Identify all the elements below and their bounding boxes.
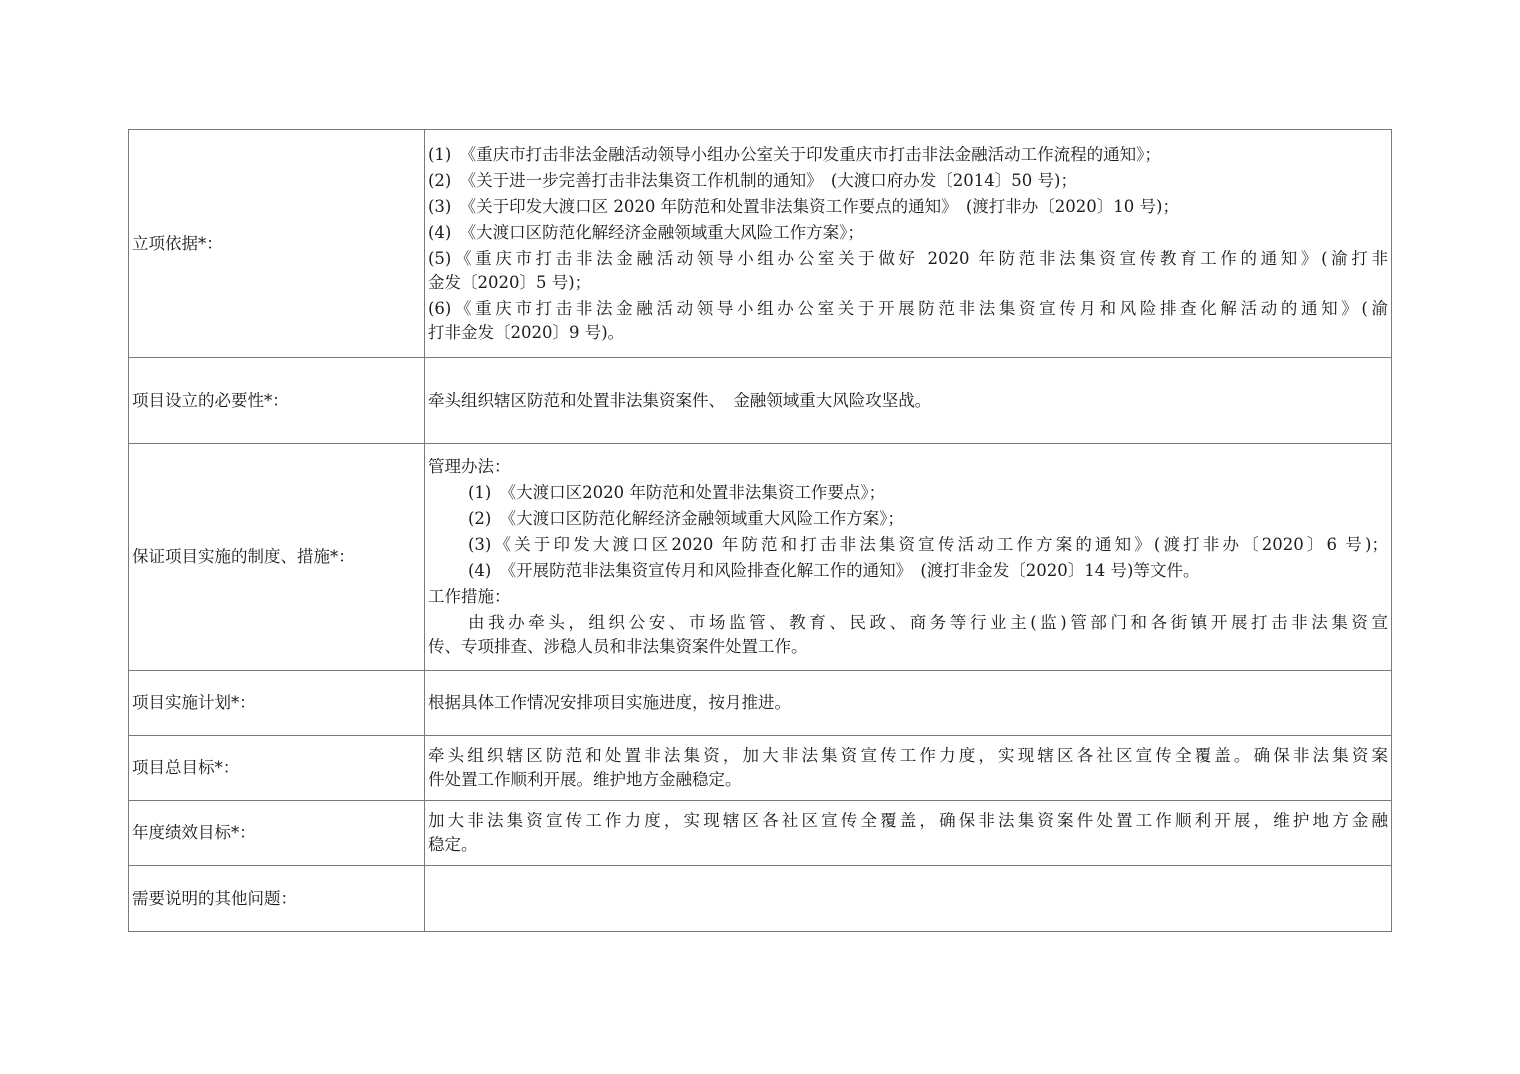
annual-goal-line-1: 加大非法集资宣传工作力度，实现辖区各社区宣传全覆盖，确保非法集资案件处置工作顺利开展，维护地方金融 [428, 811, 1388, 830]
basis-label: 立项依据*： [129, 130, 425, 358]
measures-content [425, 444, 1392, 671]
work-line-1: 由我办牵头，组织公安、市场监管、教育、民政、商务等行业主(监)管部门和各街镇开展打击非法集资宣 [468, 613, 1388, 632]
annual-goal-label: 年度绩效目标*： [129, 801, 425, 866]
basis-item-5-line1: (5)《重庆市打击非法金融活动领导小组办公室关于做好 2020 年防范非法集资宣传教育工作的通知》(渝打非 [428, 248, 1388, 268]
other-label: 需要说明的其他问题： [129, 866, 425, 932]
row-other [129, 866, 1392, 932]
basis-content [425, 130, 1392, 358]
basis-item-6-line2: 打非金发〔2020〕9 号)。 [428, 322, 625, 342]
plan-label: 项目实施计划*： [129, 671, 425, 736]
necessity-label: 项目设立的必要性*： [129, 358, 425, 444]
plan-text: 根据具体工作情况安排项目实施进度，按月推进。 [425, 671, 1392, 736]
basis-item-2: (2) 《关于进一步完善打击非法集资工作机制的通知》 (大渡口府办发〔2014〕50 号)； [428, 170, 1077, 190]
mgmt-item-3: (3)《关于印发大渡口区2020 年防范和打击非法集资宣传活动工作方案的通知》(渡打非办〔2020〕6 号)； [468, 535, 1388, 554]
row-necessity [129, 358, 1392, 444]
measures-label: 保证项目实施的制度、措施*： [129, 444, 425, 671]
row-basis [129, 130, 1392, 358]
overall-goal-line-2: 件处置工作顺利开展。维护地方金融稳定。 [428, 770, 742, 789]
annual-goal-line-2: 稳定。 [428, 835, 478, 854]
row-plan [129, 671, 1392, 736]
overall-goal-label: 项目总目标*： [129, 736, 425, 801]
basis-item-5-line2: 金发〔2020〕5 号)； [428, 272, 592, 292]
work-title: 工作措施： [428, 587, 511, 606]
row-annual-goal [129, 801, 1392, 866]
overall-goal-content [425, 736, 1392, 801]
basis-item-6-line1: (6)《重庆市打击非法金融活动领导小组办公室关于开展防范非法集资宣传月和风险排查化解活动的通知》(渝 [428, 298, 1388, 318]
mgmt-title: 管理办法： [428, 457, 511, 476]
other-text [425, 866, 1392, 932]
project-info-table [128, 129, 1392, 932]
mgmt-item-4: (4) 《开展防范非法集资宣传月和风险排查化解工作的通知》 (渡打非金发〔2020〕14 号)等文件。 [468, 561, 1200, 580]
mgmt-item-2: (2) 《大渡口区防范化解经济金融领域重大风险工作方案》； [468, 509, 904, 528]
overall-goal-line-1: 牵头组织辖区防范和处置非法集资，加大非法集资宣传工作力度，实现辖区各社区宣传全覆盖。确保非法集资案 [428, 746, 1388, 765]
mgmt-item-1: (1) 《大渡口区2020 年防范和处置非法集资工作要点》； [468, 483, 886, 502]
basis-item-1: (1) 《重庆市打击非法金融活动领导小组办公室关于印发重庆市打击非法金融活动工作流程的通知》； [428, 144, 1161, 164]
row-measures [129, 444, 1392, 671]
work-line-2: 传、专项排查、涉稳人员和非法集资案件处置工作。 [428, 637, 808, 656]
basis-item-4: (4) 《大渡口区防范化解经济金融领域重大风险工作方案》； [428, 222, 864, 242]
annual-goal-content [425, 801, 1392, 866]
necessity-text: 牵头组织辖区防范和处置非法集资案件、 金融领域重大风险攻坚战。 [425, 358, 1392, 444]
row-overall-goal [129, 736, 1392, 801]
basis-item-3: (3) 《关于印发大渡口区 2020 年防范和处置非法集资工作要点的通知》 (渡打非办〔2020〕10 号)； [428, 196, 1179, 216]
